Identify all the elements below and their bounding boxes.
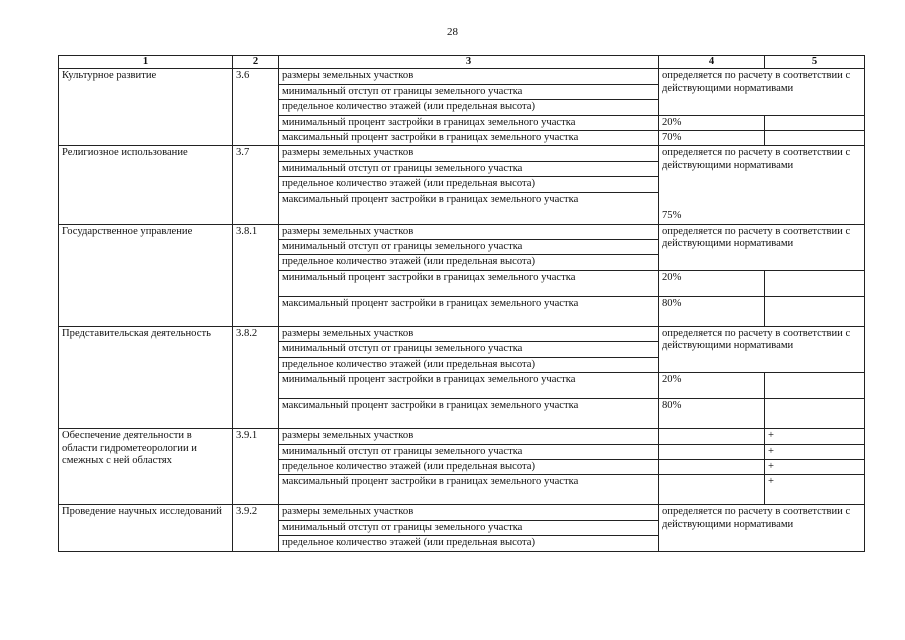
use-name: Религиозное использование bbox=[59, 146, 233, 224]
empty-cell bbox=[659, 444, 765, 459]
use-name: Государственное управление bbox=[59, 224, 233, 326]
use-code: 3.8.2 bbox=[233, 326, 279, 428]
parameter-cell: максимальный процент застройки в границах земельного участка bbox=[279, 192, 659, 224]
column-header-3: 3 bbox=[279, 56, 659, 69]
empty-cell bbox=[765, 115, 865, 130]
calculation-note: определяется по расчету в соответствии с действующими нормативами bbox=[659, 146, 865, 192]
parameter-cell: минимальный процент застройки в границах земельного участка bbox=[279, 373, 659, 399]
empty-cell bbox=[765, 399, 865, 429]
column-header-2: 2 bbox=[233, 56, 279, 69]
min-percent-value: 20% bbox=[659, 115, 765, 130]
parameter-cell: размеры земельных участков bbox=[279, 326, 659, 341]
empty-cell bbox=[765, 270, 865, 296]
page-number: 28 bbox=[447, 26, 458, 38]
table-row bbox=[59, 146, 865, 161]
plus-mark: + bbox=[765, 475, 865, 505]
plus-mark: + bbox=[765, 429, 865, 444]
use-code: 3.9.2 bbox=[233, 505, 279, 551]
max-percent-value: 80% bbox=[659, 399, 765, 429]
empty-cell bbox=[659, 429, 765, 444]
parameter-cell: размеры земельных участков bbox=[279, 429, 659, 444]
min-percent-value: 20% bbox=[659, 373, 765, 399]
use-code: 3.9.1 bbox=[233, 429, 279, 505]
parameter-cell: минимальный процент застройки в границах земельного участка bbox=[279, 115, 659, 130]
parameter-cell: размеры земельных участков bbox=[279, 146, 659, 161]
parameter-cell: максимальный процент застройки в границах земельного участка bbox=[279, 131, 659, 146]
table-row bbox=[59, 505, 865, 520]
max-percent-value: 75% bbox=[659, 192, 865, 224]
plus-mark: + bbox=[765, 459, 865, 474]
parameter-cell: размеры земельных участков bbox=[279, 224, 659, 239]
table-row bbox=[59, 224, 865, 239]
parameter-cell: предельное количество этажей (или предельная высота) bbox=[279, 255, 659, 270]
plus-mark: + bbox=[765, 444, 865, 459]
parameter-cell: предельное количество этажей (или предельная высота) bbox=[279, 536, 659, 551]
parameter-cell: минимальный отступ от границы земельного участка bbox=[279, 342, 659, 357]
use-name: Проведение научных исследований bbox=[59, 505, 233, 551]
use-name: Обеспечение деятельности в области гидрометеорологии и смежных с ней областях bbox=[59, 429, 233, 505]
table-row bbox=[59, 69, 865, 84]
parameter-cell: размеры земельных участков bbox=[279, 69, 659, 84]
parameter-cell: предельное количество этажей (или предельная высота) bbox=[279, 100, 659, 115]
parameter-cell: минимальный отступ от границы земельного участка bbox=[279, 161, 659, 176]
column-header-4: 4 bbox=[659, 56, 765, 69]
regulations-table bbox=[58, 55, 865, 552]
parameter-cell: максимальный процент застройки в границах земельного участка bbox=[279, 296, 659, 326]
table-row bbox=[59, 429, 865, 444]
table-row bbox=[59, 326, 865, 341]
parameter-cell: минимальный отступ от границы земельного участка bbox=[279, 84, 659, 99]
parameter-cell: минимальный отступ от границы земельного участка bbox=[279, 520, 659, 535]
min-percent-value: 20% bbox=[659, 270, 765, 296]
table-header-row bbox=[59, 56, 865, 69]
max-percent-value: 80% bbox=[659, 296, 765, 326]
empty-cell bbox=[765, 373, 865, 399]
column-header-1: 1 bbox=[59, 56, 233, 69]
parameter-cell: минимальный отступ от границы земельного участка bbox=[279, 444, 659, 459]
empty-cell bbox=[659, 475, 765, 505]
use-code: 3.7 bbox=[233, 146, 279, 224]
calculation-note: определяется по расчету в соответствии с действующими нормативами bbox=[659, 69, 865, 115]
parameter-cell: максимальный процент застройки в границах земельного участка bbox=[279, 399, 659, 429]
use-code: 3.6 bbox=[233, 69, 279, 146]
parameter-cell: предельное количество этажей (или предельная высота) bbox=[279, 459, 659, 474]
parameter-cell: предельное количество этажей (или предельная высота) bbox=[279, 357, 659, 372]
use-name: Представительская деятельность bbox=[59, 326, 233, 428]
calculation-note: определяется по расчету в соответствии с действующими нормативами bbox=[659, 224, 865, 270]
max-percent-value: 70% bbox=[659, 131, 765, 146]
calculation-note: определяется по расчету в соответствии с действующими нормативами bbox=[659, 505, 865, 551]
use-name: Культурное развитие bbox=[59, 69, 233, 146]
column-header-5: 5 bbox=[765, 56, 865, 69]
parameter-cell: минимальный процент застройки в границах земельного участка bbox=[279, 270, 659, 296]
parameter-cell: минимальный отступ от границы земельного участка bbox=[279, 240, 659, 255]
empty-cell bbox=[659, 459, 765, 474]
empty-cell bbox=[765, 296, 865, 326]
parameter-cell: размеры земельных участков bbox=[279, 505, 659, 520]
calculation-note: определяется по расчету в соответствии с действующими нормативами bbox=[659, 326, 865, 372]
parameter-cell: предельное количество этажей (или предельная высота) bbox=[279, 177, 659, 192]
empty-cell bbox=[765, 131, 865, 146]
parameter-cell: максимальный процент застройки в границах земельного участка bbox=[279, 475, 659, 505]
use-code: 3.8.1 bbox=[233, 224, 279, 326]
